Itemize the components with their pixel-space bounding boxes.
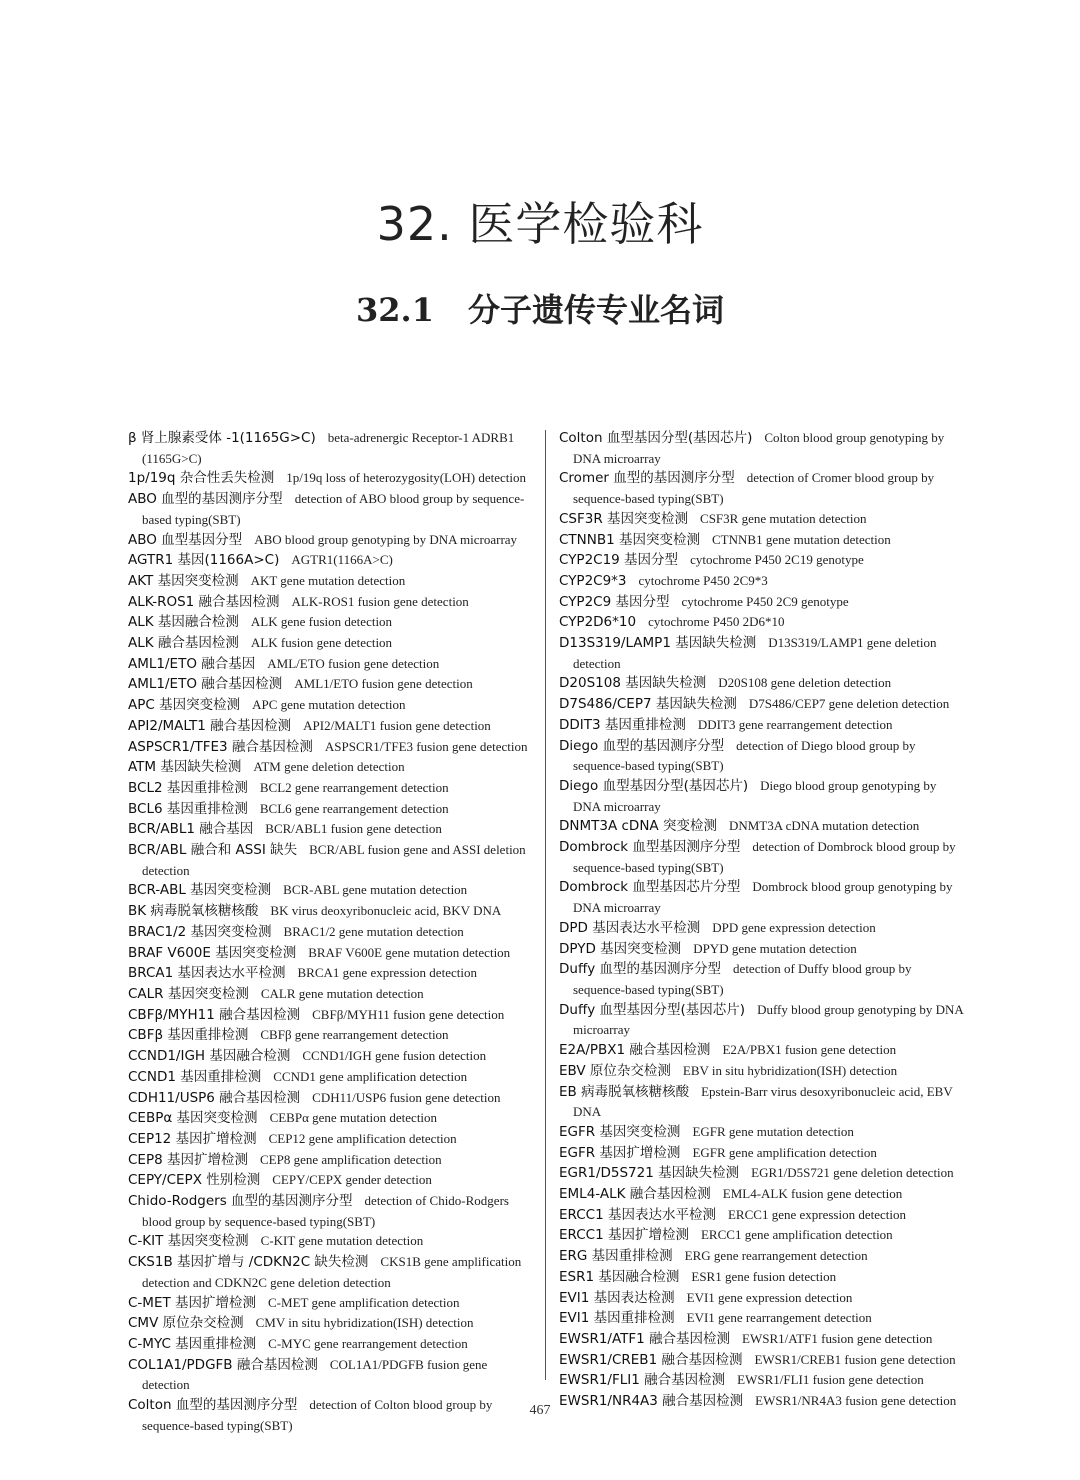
term-english: DNMT3A cDNA mutation detection	[728, 818, 920, 834]
term-chinese: COL1A1/PDGFB 融合基因检测	[128, 1356, 318, 1373]
term-english: EVI1 gene rearrangement detection	[686, 1310, 872, 1326]
term-english: ALK-ROS1 fusion gene detection	[291, 593, 469, 609]
term-chinese: D20S108 基因缺失检测	[559, 675, 707, 692]
glossary-entry	[128, 819, 532, 840]
term-chinese: CYP2C9 基因分型	[559, 593, 670, 610]
glossary-entry	[559, 1143, 964, 1164]
glossary-entry	[128, 901, 532, 922]
term-english: CTNNB1 gene mutation detection	[712, 531, 891, 547]
term-chinese: CEP12 基因扩增检测	[128, 1130, 257, 1147]
term-chinese: ESR1 基因融合检测	[559, 1268, 680, 1285]
term-chinese: AML1/ETO 融合基因	[128, 655, 256, 672]
term-english: C-MYC gene rearrangement detection	[268, 1335, 468, 1351]
term-chinese: EWSR1/ATF1 融合基因检测	[559, 1330, 731, 1347]
term-chinese: BCR-ABL 基因突变检测	[128, 882, 272, 899]
term-chinese: Colton 血型的基因测序分型	[128, 1397, 298, 1414]
term-english: detection of Cromer blood group by sequence-based typing(SBT)	[573, 470, 935, 507]
term-english: CEP8 gene amplification detection	[259, 1151, 442, 1167]
term-english: Epstein-Barr virus desoxyribonucleic acid, EBV DNA	[573, 1083, 953, 1120]
section-number: 32.1	[356, 291, 434, 329]
term-chinese: D7S486/CEP7 基因缺失检测	[559, 696, 737, 713]
term-chinese: ASPSCR1/TFE3 融合基因检测	[128, 738, 313, 755]
glossary-entry	[128, 550, 532, 571]
glossary-entry	[559, 673, 964, 694]
term-english: BRAF V600E gene mutation detection	[308, 944, 511, 960]
term-english: API2/MALT1 fusion gene detection	[303, 717, 491, 733]
glossary-entry	[559, 816, 964, 837]
term-english: C-MET gene amplification detection	[268, 1294, 460, 1310]
term-chinese: EGFR 基因扩增检测	[559, 1144, 681, 1161]
glossary-entry	[128, 1108, 532, 1129]
term-english: AML/ETO fusion gene detection	[267, 655, 440, 671]
term-english: CCND1/IGH gene fusion detection	[302, 1048, 487, 1064]
term-english: DPYD gene mutation detection	[693, 940, 857, 956]
term-english: APC gene mutation detection	[252, 697, 406, 713]
glossary-entry	[559, 776, 964, 816]
term-english: Duffy blood group genotyping by DNA microarray	[573, 1001, 964, 1038]
term-chinese: AML1/ETO 融合基因检测	[128, 676, 283, 693]
glossary-column-right	[559, 428, 964, 1412]
term-chinese: Colton 血型基因分型(基因芯片)	[559, 430, 753, 446]
term-english: DDIT3 gene rearrangement detection	[697, 716, 893, 732]
term-english: BK virus deoxyribonucleic acid, BKV DNA	[270, 903, 502, 919]
glossary-entry	[559, 633, 964, 673]
term-english: CBFβ gene rearrangement detection	[260, 1027, 449, 1043]
term-english: DPD gene expression detection	[712, 919, 876, 935]
term-english: CEP12 gene amplification detection	[268, 1130, 457, 1146]
glossary-entry	[128, 1046, 532, 1067]
term-english: BCL6 gene rearrangement detection	[259, 800, 449, 816]
term-chinese: CKS1B 基因扩增与 /CDKN2C 缺失检测	[128, 1254, 369, 1271]
term-english: D13S319/LAMP1 gene deletion detection	[573, 635, 937, 671]
term-english: CDH11/USP6 fusion gene detection	[312, 1089, 501, 1105]
term-english: C-KIT gene mutation detection	[260, 1233, 424, 1249]
term-chinese: DNMT3A cDNA 突变检测	[559, 818, 717, 835]
term-english: Dombrock blood group genotyping by DNA microarray	[573, 879, 953, 916]
glossary-entry	[559, 1246, 964, 1267]
glossary-entry	[559, 612, 964, 633]
term-english: ABO blood group genotyping by DNA microarray	[254, 531, 518, 547]
term-chinese: β 肾上腺素受体 -1(1165G>C)	[128, 430, 316, 446]
glossary-entry	[128, 1293, 532, 1314]
glossary-entry	[128, 840, 532, 880]
glossary-entry	[128, 1231, 532, 1252]
term-chinese: CTNNB1 基因突变检测	[559, 531, 701, 548]
term-english: EWSR1/ATF1 fusion gene detection	[742, 1330, 933, 1346]
term-chinese: BCL6 基因重排检测	[128, 800, 248, 817]
glossary-entry	[559, 1205, 964, 1226]
term-chinese: EGFR 基因突变检测	[559, 1123, 681, 1140]
term-english: ERCC1 gene expression detection	[727, 1206, 906, 1222]
term-english: detection of Diego blood group by sequence-based typing(SBT)	[573, 737, 916, 774]
glossary-entry	[128, 984, 532, 1005]
term-chinese: EML4-ALK 融合基因检测	[559, 1186, 711, 1203]
term-chinese: BCR/ABL1 融合基因	[128, 821, 254, 838]
term-chinese: Duffy 血型基因分型(基因芯片)	[559, 1001, 746, 1018]
term-english: CKS1B gene amplification detection and CDKN2C gene deletion detection	[142, 1254, 522, 1290]
term-english: EGFR gene amplification detection	[692, 1144, 877, 1160]
glossary-entry	[559, 592, 964, 613]
glossary-entry	[128, 1150, 532, 1171]
glossary-entry	[128, 695, 532, 716]
glossary-entry	[559, 959, 964, 999]
glossary-entry	[128, 612, 532, 633]
term-english: AKT gene mutation detection	[250, 572, 406, 588]
term-chinese: BCL2 基因重排检测	[128, 779, 248, 796]
glossary-entry	[559, 571, 964, 592]
term-chinese: Diego 血型的基因测序分型	[559, 737, 725, 754]
glossary-entry	[559, 1184, 964, 1205]
glossary-entry	[559, 1329, 964, 1350]
section-title	[0, 285, 1080, 331]
term-english: beta-adrenergic Receptor-1 ADRB1 (1165G>C)	[142, 430, 515, 466]
glossary-entry	[128, 1355, 532, 1395]
glossary-entry	[128, 922, 532, 943]
term-english: Colton blood group genotyping by DNA microarray	[573, 430, 945, 466]
term-chinese: EVI1 基因表达检测	[559, 1289, 675, 1306]
glossary-column-left	[128, 428, 532, 1435]
glossary-entry	[559, 428, 964, 468]
term-chinese: EB 病毒脱氧核糖核酸	[559, 1083, 690, 1100]
term-chinese: CEPY/CEPX 性别检测	[128, 1172, 261, 1189]
term-chinese: Chido-Rodgers 血型的基因测序分型	[128, 1193, 353, 1210]
glossary-entry	[559, 509, 964, 530]
glossary-entry	[128, 1252, 532, 1292]
term-chinese: EWSR1/CREB1 融合基因检测	[559, 1351, 743, 1368]
term-english: EGR1/D5S721 gene deletion detection	[751, 1165, 954, 1181]
term-english: Diego blood group genotyping by DNA microarray	[573, 777, 937, 814]
glossary-entry	[559, 1225, 964, 1246]
glossary-entry	[128, 428, 532, 468]
glossary-entry	[128, 1334, 532, 1355]
term-english: EBV in situ hybridization(ISH) detection	[682, 1062, 898, 1078]
term-chinese: Dombrock 血型基因芯片分型	[559, 879, 741, 896]
term-chinese: CMV 原位杂交检测	[128, 1315, 244, 1332]
glossary-entry	[559, 1288, 964, 1309]
term-english: cytochrome P450 2C9*3	[638, 572, 768, 588]
term-english: D20S108 gene deletion detection	[718, 675, 892, 691]
glossary-entry	[128, 489, 532, 529]
term-english: detection of ABO blood group by sequence-based typing(SBT)	[142, 491, 525, 527]
glossary-entry	[128, 737, 532, 758]
term-chinese: CYP2C19 基因分型	[559, 552, 679, 569]
glossary-entry	[559, 715, 964, 736]
term-chinese: D13S319/LAMP1 基因缺失检测	[559, 635, 757, 652]
term-chinese: C-KIT 基因突变检测	[128, 1233, 249, 1250]
term-chinese: Duffy 血型的基因测序分型	[559, 961, 722, 978]
term-chinese: ABO 血型的基因测序分型	[128, 491, 283, 508]
glossary-entry	[128, 654, 532, 675]
term-english: D7S486/CEP7 gene deletion detection	[748, 696, 950, 712]
term-chinese: ERG 基因重排检测	[559, 1248, 673, 1265]
term-chinese: EGR1/D5S721 基因缺失检测	[559, 1165, 740, 1182]
term-chinese: CEBPα 基因突变检测	[128, 1110, 258, 1127]
glossary-entry	[128, 1025, 532, 1046]
glossary-entry	[128, 571, 532, 592]
term-english: EVI1 gene expression detection	[686, 1289, 853, 1305]
chapter-title: 32. 医学检验科	[376, 197, 704, 251]
term-chinese: ABO 血型基因分型	[128, 531, 243, 548]
term-chinese: CBFβ/MYH11 融合基因检测	[128, 1006, 301, 1023]
term-chinese: CCND1 基因重排检测	[128, 1068, 262, 1085]
term-english: CALR gene mutation detection	[260, 985, 424, 1001]
term-chinese: CCND1/IGH 基因融合检测	[128, 1048, 291, 1065]
term-english: ESR1 gene fusion detection	[691, 1268, 837, 1284]
term-english: EWSR1/NR4A3 fusion gene detection	[755, 1393, 957, 1409]
glossary-entry	[559, 1370, 964, 1391]
term-english: CEBPα gene mutation detection	[269, 1110, 438, 1126]
term-chinese: EBV 原位杂交检测	[559, 1062, 671, 1079]
term-english: cytochrome P450 2D6*10	[648, 614, 785, 630]
term-chinese: CALR 基因突变检测	[128, 985, 249, 1002]
glossary-entry	[128, 530, 532, 551]
term-chinese: Dombrock 血型基因测序分型	[559, 839, 741, 856]
term-chinese: Diego 血型基因分型(基因芯片)	[559, 777, 749, 794]
term-chinese: BRAF V600E 基因突变检测	[128, 944, 297, 961]
term-english: EGFR gene mutation detection	[692, 1123, 854, 1139]
glossary-entry	[559, 694, 964, 715]
glossary-entry	[128, 633, 532, 654]
glossary-entry	[128, 1313, 532, 1334]
term-chinese: C-MYC 基因重排检测	[128, 1335, 257, 1352]
term-english: cytochrome P450 2C9 genotype	[681, 593, 849, 609]
term-chinese: ALK 基因融合检测	[128, 614, 239, 631]
term-english: ALK gene fusion detection	[250, 614, 393, 630]
glossary-entry	[128, 468, 532, 489]
term-chinese: CYP2C9*3	[559, 572, 627, 589]
term-chinese: BK 病毒脱氧核糖核酸	[128, 903, 259, 920]
term-english: ATM gene deletion detection	[253, 759, 405, 775]
glossary-entry	[128, 963, 532, 984]
glossary-entry	[128, 943, 532, 964]
term-chinese: BCR/ABL 融合和 ASSI 缺失	[128, 842, 298, 859]
term-chinese: ATM 基因缺失检测	[128, 759, 242, 776]
term-english: EML4-ALK fusion gene detection	[722, 1186, 903, 1202]
term-english: EWSR1/CREB1 fusion gene detection	[754, 1351, 956, 1367]
term-chinese: ALK-ROS1 融合基因检测	[128, 593, 280, 610]
term-chinese: API2/MALT1 融合基因检测	[128, 717, 292, 734]
glossary-entry	[559, 1350, 964, 1371]
term-english: BCL2 gene rearrangement detection	[259, 779, 449, 795]
term-english: E2A/PBX1 fusion gene detection	[722, 1042, 897, 1058]
term-chinese: BRCA1 基因表达水平检测	[128, 965, 286, 982]
glossary-entry	[559, 1308, 964, 1329]
term-chinese: ERCC1 基因扩增检测	[559, 1227, 689, 1244]
glossary-entry	[559, 530, 964, 551]
glossary-entry	[559, 1082, 964, 1122]
term-english: BCR/ABL1 fusion gene detection	[265, 821, 442, 837]
term-chinese: 1p/19q 杂合性丢失检测	[128, 470, 275, 487]
term-chinese: DPD 基因表达水平检测	[559, 919, 701, 936]
glossary-entry	[559, 1267, 964, 1288]
term-chinese: ERCC1 基因表达水平检测	[559, 1206, 716, 1223]
term-chinese: EWSR1/FLI1 融合基因检测	[559, 1372, 726, 1389]
term-chinese: C-MET 基因扩增检测	[128, 1294, 257, 1311]
term-english: BCR-ABL gene mutation detection	[283, 882, 468, 898]
term-chinese: AKT 基因突变检测	[128, 572, 239, 589]
glossary-entry	[559, 736, 964, 776]
term-english: detection of Chido-Rodgers blood group by sequence-based typing(SBT)	[142, 1193, 509, 1229]
glossary-entry	[559, 550, 964, 571]
glossary-entry	[128, 778, 532, 799]
term-chinese: CSF3R 基因突变检测	[559, 510, 689, 527]
term-english: ASPSCR1/TFE3 fusion gene detection	[324, 738, 528, 754]
glossary-entry	[128, 716, 532, 737]
term-chinese: CEP8 基因扩增检测	[128, 1151, 248, 1168]
glossary-entry	[128, 757, 532, 778]
term-chinese: ALK 融合基因检测	[128, 635, 239, 652]
term-english: detection of Dombrock blood group by sequence-based typing(SBT)	[573, 839, 956, 875]
term-chinese: E2A/PBX1 融合基因检测	[559, 1042, 711, 1059]
term-chinese: AGTR1 基因(1166A>C)	[128, 552, 280, 569]
glossary-entry	[128, 1191, 532, 1231]
term-chinese: APC 基因突变检测	[128, 697, 241, 714]
glossary-entry	[128, 1088, 532, 1109]
glossary-entry	[559, 1000, 964, 1040]
glossary-entry	[128, 799, 532, 820]
term-english: CBFβ/MYH11 fusion gene detection	[312, 1006, 505, 1022]
term-english: AGTR1(1166A>C)	[291, 552, 393, 568]
term-english: CMV in situ hybridization(ISH) detection	[255, 1315, 474, 1331]
term-chinese: EWSR1/NR4A3 融合基因检测	[559, 1393, 744, 1410]
glossary-entry	[559, 837, 964, 877]
glossary-entry	[128, 1129, 532, 1150]
term-english: CCND1 gene amplification detection	[273, 1068, 468, 1084]
term-english: ALK fusion gene detection	[250, 635, 393, 651]
term-english: 1p/19q loss of heterozygosity(LOH) detection	[286, 470, 526, 486]
term-chinese: Cromer 血型的基因测序分型	[559, 470, 735, 487]
glossary-entry	[128, 1170, 532, 1191]
term-english: EWSR1/FLI1 fusion gene detection	[737, 1372, 924, 1388]
glossary-entry	[128, 674, 532, 695]
term-chinese: CYP2D6*10	[559, 614, 637, 631]
page-number: 467	[529, 1403, 551, 1418]
term-english: cytochrome P450 2C19 genotype	[690, 552, 864, 568]
term-english: BRCA1 gene expression detection	[297, 965, 477, 981]
term-english: BRAC1/2 gene mutation detection	[283, 923, 464, 939]
glossary-entry	[128, 880, 532, 901]
term-chinese: CDH11/USP6 融合基因检测	[128, 1089, 301, 1106]
term-english: CSF3R gene mutation detection	[700, 510, 867, 526]
glossary-entry	[559, 1040, 964, 1061]
glossary-entry	[559, 468, 964, 508]
column-divider	[545, 430, 546, 1380]
glossary-entry	[128, 592, 532, 613]
term-chinese: DDIT3 基因重排检测	[559, 716, 686, 733]
term-chinese: EVI1 基因重排检测	[559, 1310, 675, 1327]
glossary-entry	[559, 1122, 964, 1143]
term-english: AML1/ETO fusion gene detection	[294, 676, 473, 692]
glossary-entry	[559, 877, 964, 917]
term-english: BCR/ABL fusion gene and ASSI deletion detection	[142, 842, 526, 878]
term-chinese: DPYD 基因突变检测	[559, 940, 682, 957]
term-english: COL1A1/PDGFB fusion gene detection	[142, 1356, 488, 1393]
term-english: detection of Colton blood group by sequence-based typing(SBT)	[142, 1397, 493, 1433]
term-english: CEPY/CEPX gender detection	[272, 1172, 432, 1188]
glossary-entry	[559, 918, 964, 939]
term-english: ERG gene rearrangement detection	[684, 1248, 868, 1264]
glossary-entry	[559, 1163, 964, 1184]
section-heading: 分子遗传专业名词	[467, 291, 724, 329]
term-chinese: CBFβ 基因重排检测	[128, 1027, 249, 1044]
glossary-entry	[128, 1005, 532, 1026]
term-english: ERCC1 gene amplification detection	[700, 1227, 893, 1243]
glossary-entry	[559, 939, 964, 960]
term-english: detection of Duffy blood group by sequence-based typing(SBT)	[573, 961, 912, 997]
glossary-entry	[559, 1061, 964, 1082]
term-chinese: BRAC1/2 基因突变检测	[128, 923, 272, 940]
glossary-entry	[128, 1067, 532, 1088]
